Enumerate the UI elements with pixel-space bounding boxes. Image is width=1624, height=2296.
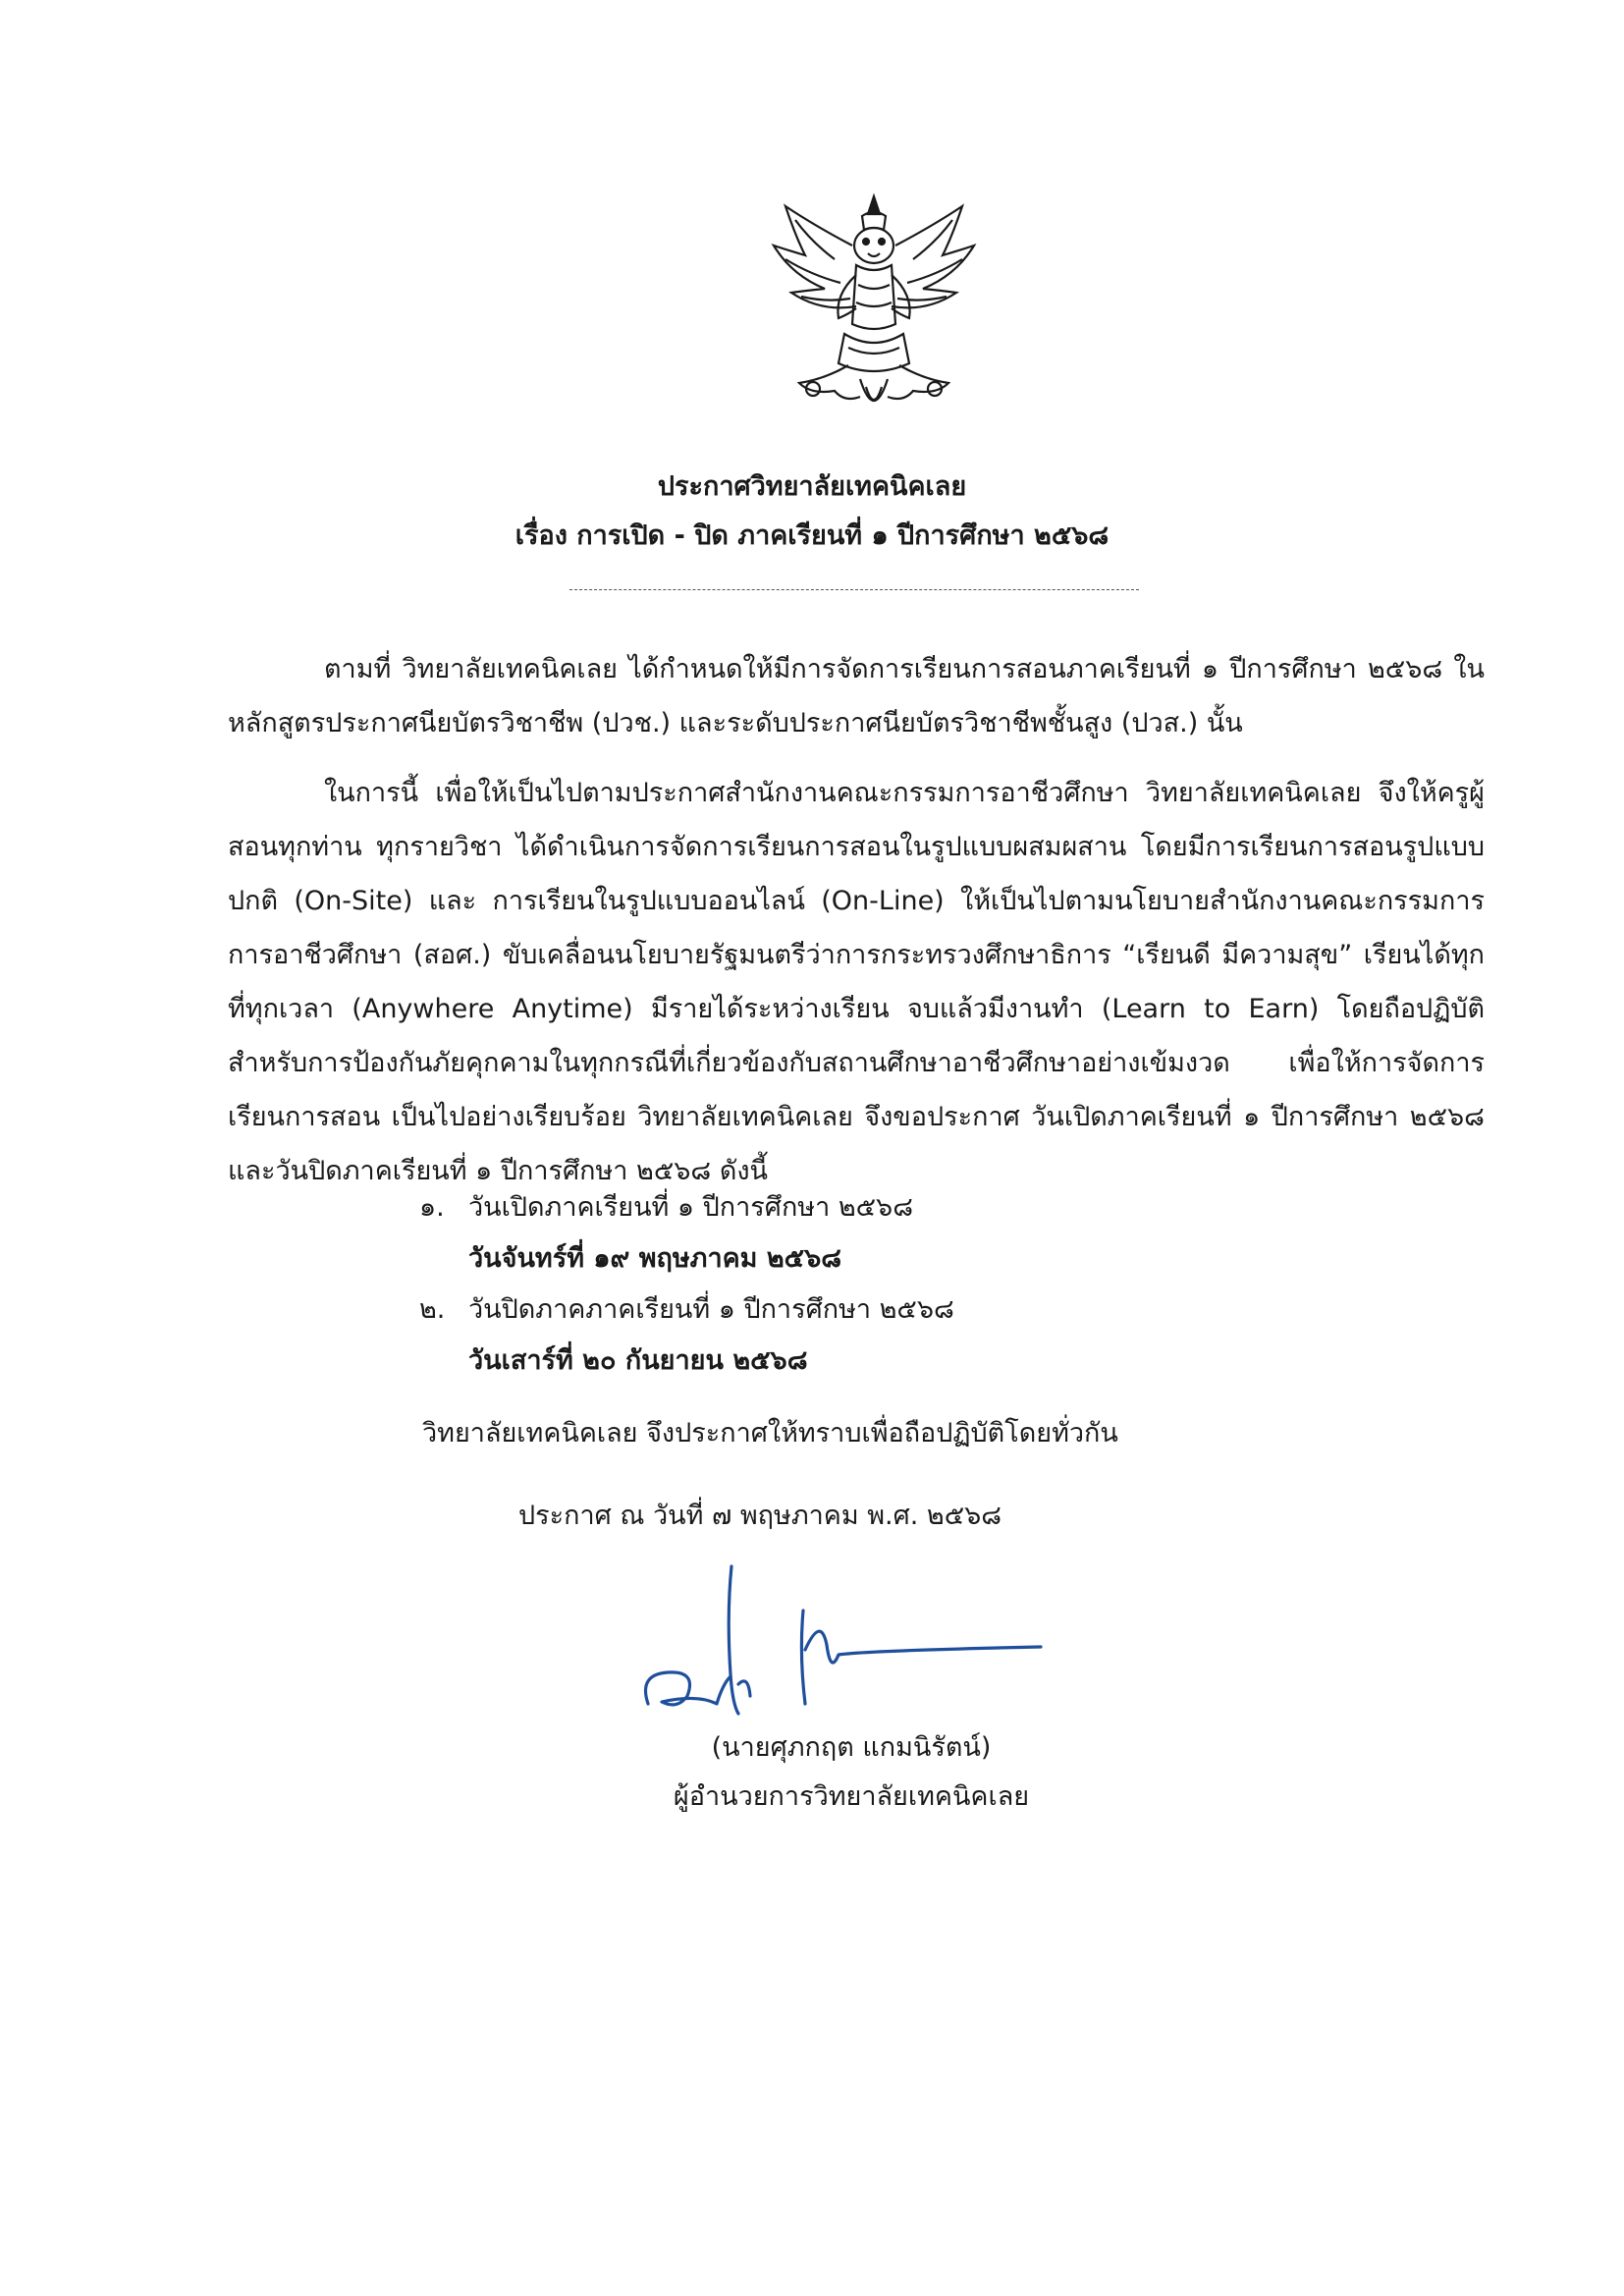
- announcement-subject: เรื่อง การเปิด - ปิด ภาคเรียนที่ ๑ ปีการศึกษา ๒๕๖๘: [514, 520, 1110, 551]
- closing-statement: วิทยาลัยเทคนิคเลย จึงประกาศให้ทราบเพื่อถือปฏิบัติโดยทั่วกัน: [422, 1418, 1118, 1449]
- paragraph-2: [228, 766, 1485, 1198]
- paragraph-2-text: ในการนี้ เพื่อให้เป็นไปตามประกาศสำนักงานคณะกรรมการอาชีวศึกษา วิทยาลัยเทคนิคเลย จึงให้ครูผู้สอนทุกท่าน ทุกรายวิชา ได้ดำเนินการจัดการเรียนการสอนในรูปแบบผสมผสาน โดยมีการเรียนการสอนรูปแบบปกติ (On-Site) และ การเรียนในรูปแบบออนไลน์ (On-Line) ให้เป็นไปตามนโยบายสำนักงานคณะกรรมการการอาชีวศึกษา (สอศ.) ขับเคลื่อนนโยบายรัฐมนตรีว่าการกระทรวงศึกษาธิการ “เรียนดี มีความสุข” เรียนได้ทุกที่ทุกเวลา (Anywhere Anytime) มีรายได้ระหว่างเรียน จบแล้วมีงานทำ (Learn to Earn) โดยถือปฏิบัติสำหรับการป้องกันภัยคุกคามในทุกกรณีที่เกี่ยวข้องกับสถานศึกษาอาชีวศึกษาอย่างเข้มงวด เพื่อให้การจัดการเรียนการสอน เป็นไปอย่างเรียบร้อย วิทยาลัยเทคนิคเลย จึงขอประกาศ วันเปิดภาคเรียนที่ ๑ ปีการศึกษา ๒๕๖๘ และวันปิดภาคเรียนที่ ๑ ปีการศึกษา ๒๕๖๘ ดังนี้: [228, 778, 1485, 1186]
- item-1-text: วันเปิดภาคเรียนที่ ๑ ปีการศึกษา ๒๕๖๘: [468, 1192, 914, 1223]
- issued-date: ประกาศ ณ วันที่ ๗ พฤษภาคม พ.ศ. ๒๕๖๘: [518, 1501, 1002, 1531]
- item-2-number: ๒.: [419, 1294, 446, 1325]
- item-1-date: วันจันทร์ที่ ๑๙ พฤษภาคม ๒๕๖๘: [468, 1243, 842, 1274]
- item-2-text: วันปิดภาคภาคเรียนที่ ๑ ปีการศึกษา ๒๕๖๘: [468, 1294, 954, 1325]
- signer-name: (นายศุภกฤต แกมนิรัตน์): [711, 1732, 992, 1763]
- garuda-emblem-icon: [766, 187, 982, 432]
- paragraph-1: [228, 642, 1485, 750]
- item-1-number: ๑.: [419, 1192, 445, 1223]
- announcement-title: ประกาศวิทยาลัยเทคนิคเลย: [657, 471, 967, 502]
- signer-position: ผู้อำนวยการวิทยาลัยเทคนิคเลย: [673, 1781, 1030, 1812]
- paragraph-1-text: ตามที่ วิทยาลัยเทคนิคเลย ได้กำหนดให้มีการจัดการเรียนการสอนภาคเรียนที่ ๑ ปีการศึกษา ๒๕๖๘ ในหลักสูตรประกาศนียบัตรวิชาชีพ (ปวช.) และระดับประกาศนียบัตรวิชาชีพชั้นสูง (ปวส.) นั้น: [228, 654, 1485, 738]
- item-2-date: วันเสาร์ที่ ๒๐ กันยายน ๒๕๖๘: [468, 1345, 808, 1376]
- title-divider: [569, 589, 1139, 590]
- handwritten-signature: [628, 1557, 1060, 1743]
